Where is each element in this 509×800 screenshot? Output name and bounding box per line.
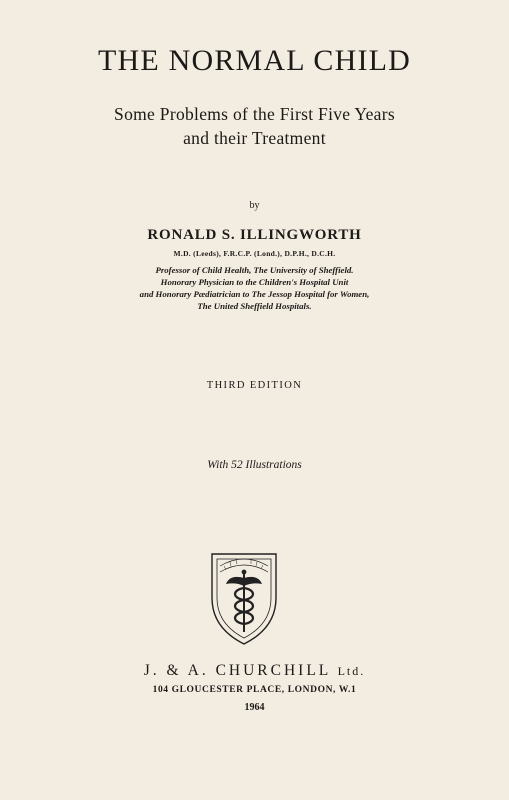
author-position-4: The United Sheffield Hospitals.	[197, 301, 312, 311]
publisher-address: 104 GLOUCESTER PLACE, LONDON, W.1	[152, 685, 357, 695]
author-qualifications: M.D. (Leeds), F.R.C.P. (Lond.), D.P.H., D.C.H.	[173, 249, 336, 258]
edition-label: THIRD EDITION	[206, 380, 303, 391]
author-position-1: Professor of Child Health, The University of Sheffield.	[155, 265, 354, 275]
publisher-suffix: Ltd.	[337, 664, 366, 678]
by-label: by	[249, 200, 260, 211]
subtitle-line-2: and their Treatment	[183, 128, 326, 148]
publisher-name: J. & A. CHURCHILL Ltd.	[143, 662, 366, 679]
book-title: THE NORMAL CHILD	[97, 44, 412, 77]
author-position-2: Honorary Physician to the Children's Hospital Unit	[160, 277, 349, 287]
author-position-3: and Honorary Pædiatrician to The Jessop Hospital for Women,	[139, 289, 370, 299]
author-name: RONALD S. ILLINGWORTH	[147, 227, 362, 243]
illustrations-note: With 52 Illustrations	[207, 459, 302, 471]
publication-year: 1964	[244, 702, 265, 713]
subtitle-line-1: Some Problems of the First Five Years	[114, 104, 395, 124]
caduceus-shield-icon	[206, 548, 282, 648]
